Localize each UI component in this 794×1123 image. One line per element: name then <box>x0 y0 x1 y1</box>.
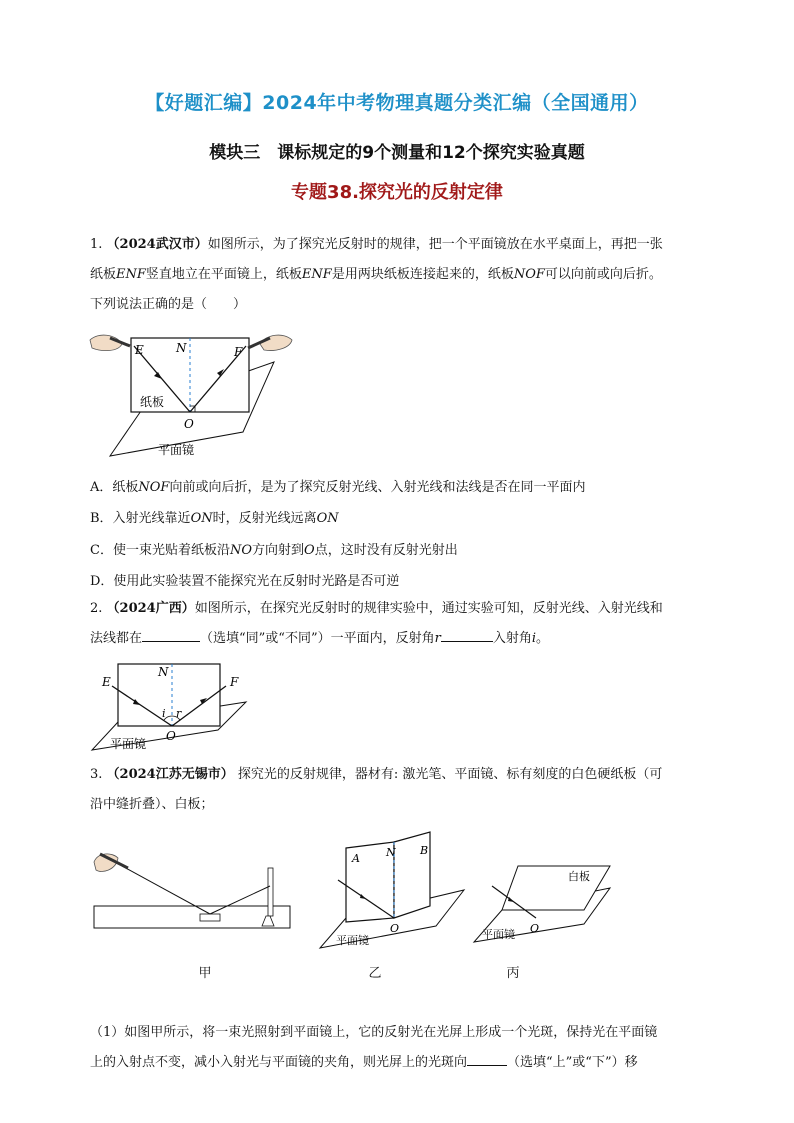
q1-option-b[interactable]: B．入射光线靠近ON时，反射光线远离ON <box>90 511 339 526</box>
label-mirror: 平面镜 <box>158 443 195 457</box>
label-a: A <box>352 852 360 865</box>
label-n: N <box>158 665 169 679</box>
answer-blank-1[interactable] <box>142 627 200 642</box>
label-n: N <box>386 846 396 859</box>
q3-line-2: 沿中缝折叠）、白板； <box>90 797 214 812</box>
label-board: 纸板 <box>140 395 165 409</box>
answer-blank-2[interactable] <box>441 627 493 642</box>
topic-heading: 专题38.探究光的反射定律 <box>291 182 503 203</box>
hand-icon <box>90 335 122 351</box>
white-board <box>502 866 610 910</box>
label-o: O <box>390 922 400 935</box>
module-heading: 模块三 课标规定的9个测量和12个探究实验真题 <box>209 143 585 163</box>
label-o: O <box>166 729 176 743</box>
q1-line-1: 1. （2024武汉市）如图所示，为了探究光反射时的规律，把一个平面镜放在水平桌面上，再把一张 <box>90 237 663 252</box>
q1-figure <box>88 330 298 462</box>
label-mirror: 平面镜 <box>110 737 147 751</box>
label-e: E <box>135 343 144 357</box>
caption-jia: 甲 <box>198 966 212 981</box>
q3-sub1-line-2: 上的入射点不变，减小入射光与平面镜的夹角，则光屏上的光斑向 （选填“上”或“下”）移 <box>90 1048 710 1078</box>
label-r: r <box>176 707 182 720</box>
label-o: O <box>184 417 194 431</box>
label-mirror: 平面镜 <box>336 934 369 947</box>
q3-figure-jia <box>90 848 295 932</box>
track-base <box>94 906 290 928</box>
q1-option-c[interactable]: C．使一束光贴着纸板沿NO方向射到O点，这时没有反射光射出 <box>90 543 458 558</box>
plane-mirror <box>200 914 220 921</box>
q1-option-d[interactable]: D．使用此实验装置不能探究光在反射时光路是否可逆 <box>90 574 400 589</box>
answer-blank-3[interactable] <box>467 1051 507 1066</box>
document-title: 【好题汇编】2024年中考物理真题分类汇编（全国通用） <box>145 92 649 114</box>
label-e: E <box>102 675 111 689</box>
q3-figure-yi <box>318 830 468 950</box>
q1-option-a[interactable]: A．纸板NOF向前或向后折，是为了探究反射光线、入射光线和法线是否在同一平面内 <box>90 480 586 495</box>
q3-line-1: 3. （2024江苏无锡市） 探究光的反射规律，器材有: 激光笔、平面镜、标有刻度的白色硬纸板（可 <box>90 767 663 782</box>
caption-yi: 乙 <box>368 966 382 981</box>
label-f: F <box>234 345 243 359</box>
label-b: B <box>420 844 429 857</box>
q2-figure <box>90 660 250 754</box>
q2-line-1: 2. （2024广西）如图所示，在探究光反射时的规律实验中，通过实验可知，反射光线、入射光线和 <box>90 601 663 616</box>
light-screen <box>268 868 273 916</box>
hand-icon <box>260 335 292 350</box>
label-f: F <box>230 675 239 689</box>
question-3-sub-1 <box>90 1018 710 1078</box>
q2-line-2: 法线都在 （选填“同”或“不同”）一平面内，反射角r 入射角i。 <box>90 624 710 654</box>
q1-line-2: 纸板ENF竖直地立在平面镜上，纸板ENF是用两块纸板连接起来的，纸板NOF可以向前或向后折。 <box>90 267 662 282</box>
q3-sub1-line-1: （1）如图甲所示，将一束光照射到平面镜上，它的反射光在光屏上形成一个光斑，保持光在平面镜 <box>90 1025 658 1040</box>
label-whiteboard: 白板 <box>568 870 590 883</box>
label-o: O <box>530 922 540 935</box>
label-mirror: 平面镜 <box>482 928 515 941</box>
q1-line-3: 下列说法正确的是（ ） <box>90 297 247 312</box>
q3-figure-bing <box>472 858 612 948</box>
question-1-stem <box>90 230 710 320</box>
question-3-stem <box>90 760 710 820</box>
label-n: N <box>176 341 187 355</box>
label-i: i <box>162 707 166 720</box>
question-2-stem <box>90 594 710 654</box>
caption-bing: 丙 <box>506 966 520 981</box>
